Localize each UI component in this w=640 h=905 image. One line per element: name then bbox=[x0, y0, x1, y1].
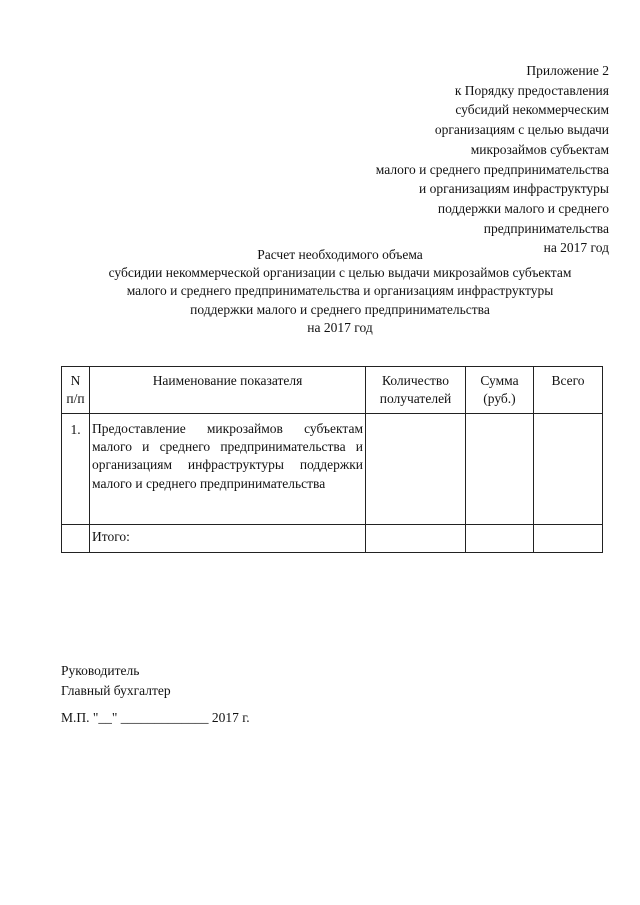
calculation-table bbox=[61, 366, 603, 553]
table-header-row bbox=[62, 367, 603, 414]
table-total-row bbox=[62, 525, 603, 553]
row-indicator: Предоставление микрозаймов субъектам малого и среднего предпринимательства и организациям инфраструктуры поддержки малого и среднего предпринимательства bbox=[90, 414, 366, 525]
total-amount bbox=[466, 525, 534, 553]
appendix-line: Приложение 2 bbox=[526, 63, 609, 78]
row-total bbox=[534, 414, 603, 525]
title-line: малого и среднего предпринимательства и организациям инфраструктуры bbox=[126, 283, 554, 299]
title-line: поддержки малого и среднего предпринимательства bbox=[190, 301, 490, 317]
total-sum bbox=[534, 525, 603, 553]
total-label: Итого: bbox=[90, 525, 366, 553]
stamp-date-line: М.П. "__" _____________ 2017 г. bbox=[61, 710, 250, 725]
appendix-line: поддержки малого и среднего bbox=[437, 200, 609, 216]
appendix-line: предпринимательства bbox=[483, 220, 609, 236]
appendix-line: на 2017 год bbox=[543, 240, 609, 256]
title-line: на 2017 год bbox=[307, 319, 373, 335]
signature-head: Руководитель bbox=[61, 663, 140, 678]
total-number-cell bbox=[62, 525, 90, 553]
appendix-line: субсидий некоммерческим bbox=[455, 102, 609, 118]
appendix-line: организациям с целью выдачи bbox=[434, 122, 609, 138]
total-recipients bbox=[366, 525, 466, 553]
signatures-block bbox=[61, 661, 171, 700]
appendix-line: микрозаймов субъектам bbox=[470, 141, 609, 157]
table-row bbox=[62, 414, 603, 525]
header-total: Всего bbox=[534, 367, 603, 414]
document-title bbox=[40, 246, 640, 337]
appendix-line: и организациям инфраструктуры bbox=[419, 181, 609, 197]
row-amount bbox=[466, 414, 534, 525]
row-recipients bbox=[366, 414, 466, 525]
header-amount: Сумма (руб.) bbox=[466, 367, 534, 414]
appendix-header bbox=[309, 61, 609, 258]
signature-chief-accountant: Главный бухгалтер bbox=[61, 682, 171, 698]
title-line: Расчет необходимого объема bbox=[257, 247, 423, 262]
header-indicator: Наименование показателя bbox=[90, 367, 366, 414]
row-number: 1. bbox=[62, 414, 90, 525]
header-number: N п/п bbox=[62, 367, 90, 414]
appendix-line: малого и среднего предпринимательства bbox=[375, 161, 609, 177]
title-line: субсидии некоммерческой организации с целью выдачи микрозаймов субъектам bbox=[108, 265, 572, 281]
appendix-line: к Порядку предоставления bbox=[454, 82, 609, 98]
header-recipients: Количество получателей bbox=[366, 367, 466, 414]
